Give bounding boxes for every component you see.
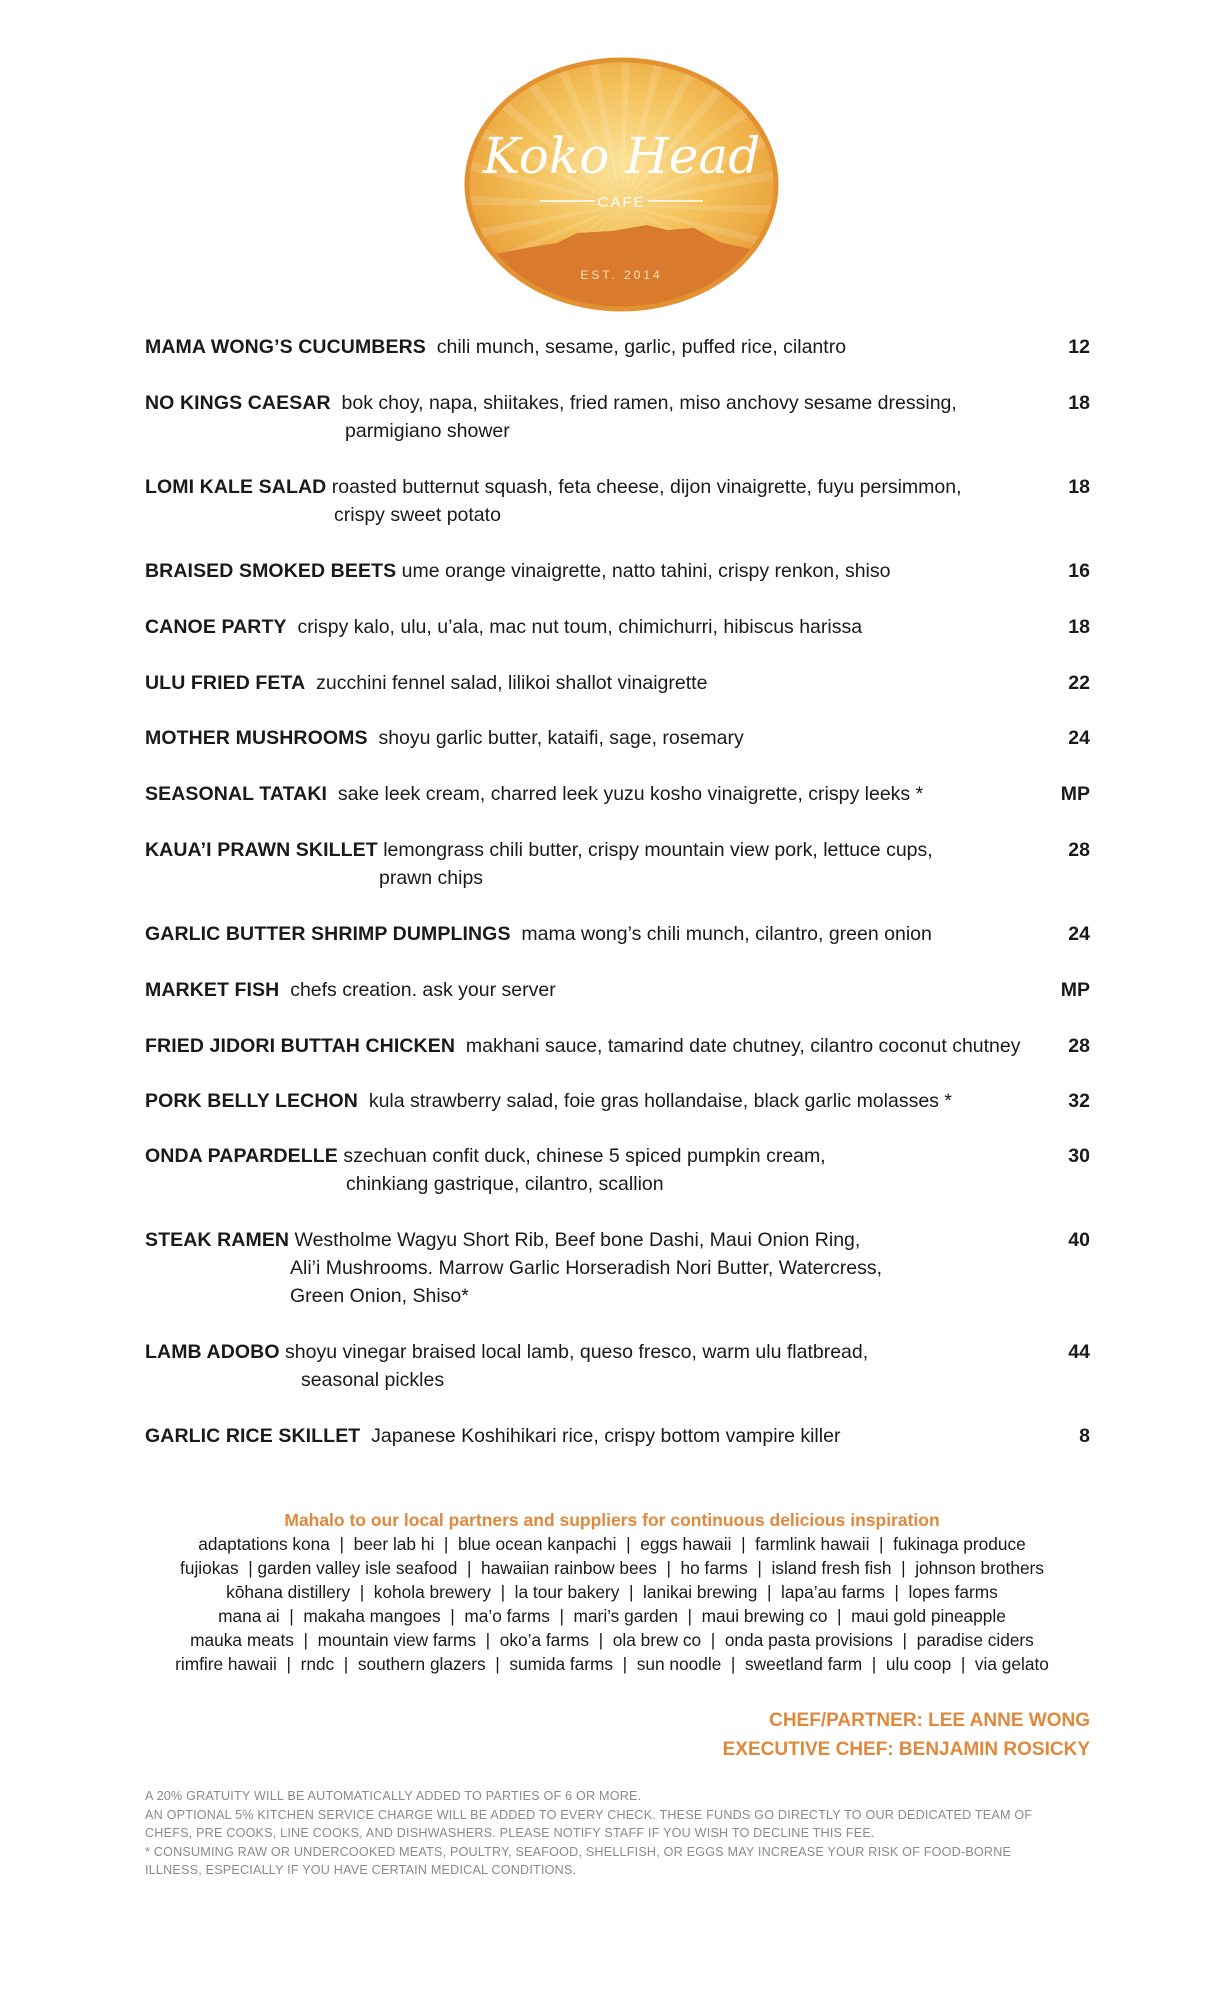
menu-item: [145, 557, 1090, 585]
menu-item-name: CANOE PARTY: [145, 616, 287, 638]
chef-partner-credit: CHEF/PARTNER: LEE ANNE WONG: [769, 1710, 1090, 1731]
fine-print-line: * CONSUMING RAW OR UNDERCOOKED MEATS, POULTRY, SEAFOOD, SHELLFISH, OR EGGS MAY INCREASE YOUR RISK OF FOOD-BORNE: [145, 1844, 1012, 1859]
menu-item-name: GARLIC RICE SKILLET: [145, 1425, 361, 1447]
partners-line: kōhana distillery | kohola brewery | la tour bakery | lanikai brewing | lapa’au farms | lopes farms: [226, 1582, 998, 1602]
menu-item: [145, 836, 1090, 892]
menu-item-price: 8: [1079, 1425, 1090, 1447]
menu-item-desc: ume orange vinaigrette, natto tahini, crispy renkon, shiso: [401, 560, 891, 582]
partners-line: adaptations kona | beer lab hi | blue ocean kanpachi | eggs hawaii | farmlink hawaii | fukinaga produce: [198, 1534, 1026, 1554]
partners-line: mana ai | makaha mangoes | ma’o farms | mari’s garden | maui brewing co | maui gold pineapple: [218, 1606, 1006, 1626]
menu-item: [145, 333, 1090, 361]
menu-item: [145, 669, 1090, 697]
menu-item-desc: chili munch, sesame, garlic, puffed rice, cilantro: [436, 336, 847, 358]
menu-item-price: 32: [1068, 1090, 1090, 1112]
menu-item-name: LAMB ADOBO: [145, 1341, 280, 1363]
menu-item-price: MP: [1060, 783, 1090, 805]
menu-item-price: 28: [1068, 1035, 1090, 1057]
logo-graphic: [462, 55, 781, 314]
menu-item: [145, 389, 1090, 445]
partners-section: [0, 1508, 1224, 1676]
menu-item-desc: Westholme Wagyu Short Rib, Beef bone Dashi, Maui Onion Ring,: [294, 1229, 861, 1251]
menu-item-desc: chefs creation. ask your server: [290, 979, 556, 1001]
menu-item-desc: makhani sauce, tamarind date chutney, cilantro coconut chutney: [465, 1035, 1021, 1057]
menu-item: [145, 920, 1090, 948]
logo-brand-text: Koko Head: [482, 127, 761, 185]
menu-item-text: [145, 920, 1025, 948]
menu-item-text: [145, 1087, 1025, 1115]
menu-item-name: KAUA’I PRAWN SKILLET: [145, 839, 378, 861]
koko-head-cafe-logo: [462, 55, 781, 314]
fine-print-line: A 20% GRATUITY WILL BE AUTOMATICALLY ADDED TO PARTIES OF 6 OR MORE.: [145, 1789, 642, 1803]
menu-item-desc-cont: Ali’i Mushrooms. Marrow Garlic Horseradish Nori Butter, Watercress,: [290, 1257, 882, 1279]
menu-item-desc: roasted butternut squash, feta cheese, dijon vinaigrette, fuyu persimmon,: [331, 476, 962, 498]
menu-item-text: [145, 389, 1025, 445]
menu-item-desc-cont: chinkiang gastrique, cilantro, scallion: [346, 1173, 664, 1195]
menu-item: [145, 976, 1090, 1004]
menu-item-name: ULU FRIED FETA: [145, 672, 306, 694]
menu-item-desc: kula strawberry salad, foie gras hollandaise, black garlic molasses *: [368, 1090, 952, 1112]
menu-item-name: PORK BELLY LECHON: [145, 1090, 358, 1112]
menu-item-text: [145, 557, 1025, 585]
menu-item-name: NO KINGS CAESAR: [145, 392, 331, 414]
menu-item-text: [145, 1142, 1025, 1198]
menu-item-text: [145, 1338, 1025, 1394]
menu-item-text: [145, 669, 1025, 697]
fine-print-line: AN OPTIONAL 5% KITCHEN SERVICE CHARGE WILL BE ADDED TO EVERY CHECK. THESE FUNDS GO DIRECTLY TO OUR DEDICATED TEAM OF: [145, 1807, 1033, 1822]
menu-item-desc-cont: seasonal pickles: [301, 1369, 445, 1391]
menu-item-desc: shoyu garlic butter, kataifi, sage, rosemary: [378, 727, 744, 749]
menu-item-desc-cont: crispy sweet potato: [334, 504, 501, 526]
menu-item-price: 22: [1068, 672, 1090, 694]
menu-item-text: [145, 613, 1025, 641]
menu-item-price: 18: [1068, 392, 1090, 414]
menu-item-text: [145, 724, 1025, 752]
fine-print-line: ILLNESS, ESPECIALLY IF YOU HAVE CERTAIN MEDICAL CONDITIONS.: [145, 1863, 577, 1877]
menu-item-price: 44: [1068, 1341, 1090, 1363]
menu-item-desc: mama wong’s chili munch, cilantro, green onion: [521, 923, 932, 945]
menu-item-price: 28: [1068, 839, 1090, 861]
menu-item-desc-cont: prawn chips: [379, 867, 484, 889]
menu-item-desc: sake leek cream, charred leek yuzu kosho vinaigrette, crispy leeks *: [337, 783, 924, 805]
menu-item-name: MAMA WONG’S CUCUMBERS: [145, 336, 426, 358]
menu-item-price: 24: [1068, 727, 1090, 749]
menu-item: [145, 1142, 1090, 1198]
executive-chef-credit: EXECUTIVE CHEF: BENJAMIN ROSICKY: [722, 1739, 1090, 1760]
menu-item-name: MARKET FISH: [145, 979, 280, 1001]
menu-item: [145, 473, 1090, 529]
fine-print-line: CHEFS, PRE COOKS, LINE COOKS, AND DISHWASHERS. PLEASE NOTIFY STAFF IF YOU WISH TO DECLINE THIS FEE.: [145, 1826, 875, 1840]
partners-line: mauka meats | mountain view farms | oko’a farms | ola brew co | onda pasta provisions | paradise ciders: [190, 1630, 1034, 1650]
menu-item-price: 40: [1068, 1229, 1090, 1251]
menu-item-name: GARLIC BUTTER SHRIMP DUMPLINGS: [145, 923, 511, 945]
menu-item-desc: lemongrass chili butter, crispy mountain view pork, lettuce cups,: [383, 839, 933, 861]
menu-item-name: ONDA PAPARDELLE: [145, 1145, 338, 1167]
fine-print: [145, 1787, 1090, 1880]
menu-item-text: [145, 836, 1025, 892]
menu-item-name: FRIED JIDORI BUTTAH CHICKEN: [145, 1035, 456, 1057]
menu-item-text: [145, 333, 1025, 361]
menu-item-name: SEASONAL TATAKI: [145, 783, 328, 805]
menu-item-name: BRAISED SMOKED BEETS: [145, 560, 397, 582]
menu-item-desc: bok choy, napa, shiitakes, fried ramen, miso anchovy sesame dressing,: [341, 392, 957, 414]
menu-item-price: 16: [1068, 560, 1090, 582]
logo-est-text: EST. 2014: [580, 268, 663, 282]
logo-sub-text: CAFE: [597, 194, 646, 211]
menu-item-price: 24: [1068, 923, 1090, 945]
menu-item-text: [145, 1226, 1025, 1310]
menu-item-name: LOMI KALE SALAD: [145, 476, 327, 498]
menu-item-desc: szechuan confit duck, chinese 5 spiced pumpkin cream,: [343, 1145, 826, 1167]
chef-credits: [723, 1706, 1090, 1764]
menu-list: [145, 320, 1090, 1450]
menu-item-price: MP: [1060, 979, 1090, 1001]
menu-item-desc: zucchini fennel salad, lilikoi shallot vinaigrette: [316, 672, 708, 694]
menu-item: [145, 1338, 1090, 1394]
menu-item-name: STEAK RAMEN: [145, 1229, 290, 1251]
menu-item-desc: crispy kalo, ulu, u’ala, mac nut toum, chimichurri, hibiscus harissa: [297, 616, 863, 638]
menu-item: [145, 724, 1090, 752]
menu-item-desc-cont: parmigiano shower: [345, 420, 510, 442]
menu-item-desc: Japanese Koshihikari rice, crispy bottom vampire killer: [371, 1425, 841, 1447]
menu-item-desc: shoyu vinegar braised local lamb, queso fresco, warm ulu flatbread,: [285, 1341, 869, 1363]
menu-item-name: MOTHER MUSHROOMS: [145, 727, 368, 749]
menu-item: [145, 1087, 1090, 1115]
partners-title: Mahalo to our local partners and suppliers for continuous delicious inspiration: [284, 1510, 940, 1530]
menu-item-text: [145, 976, 1025, 1004]
menu-item-price: 12: [1068, 336, 1090, 358]
menu-item: [145, 780, 1090, 808]
menu-item: [145, 1032, 1090, 1060]
partners-line: rimfire hawaii | rndc | southern glazers | sumida farms | sun noodle | sweetland farm | ulu coop | via gelato: [175, 1654, 1049, 1674]
menu-item-text: [145, 1032, 1045, 1060]
partners-line: fujiokas | garden valley isle seafood | hawaiian rainbow bees | ho farms | island fresh fish | johnson brothers: [180, 1558, 1044, 1578]
menu-item-price: 18: [1068, 616, 1090, 638]
menu-item-price: 18: [1068, 476, 1090, 498]
menu-item: [145, 613, 1090, 641]
menu-item: [145, 1422, 1090, 1450]
menu-item-text: [145, 473, 1025, 529]
menu-item-price: 30: [1068, 1145, 1090, 1167]
menu-item-text: [145, 1422, 1025, 1450]
menu-item-desc-cont: Green Onion, Shiso*: [290, 1285, 469, 1307]
menu-item: [145, 1226, 1090, 1310]
menu-item-text: [145, 780, 1025, 808]
